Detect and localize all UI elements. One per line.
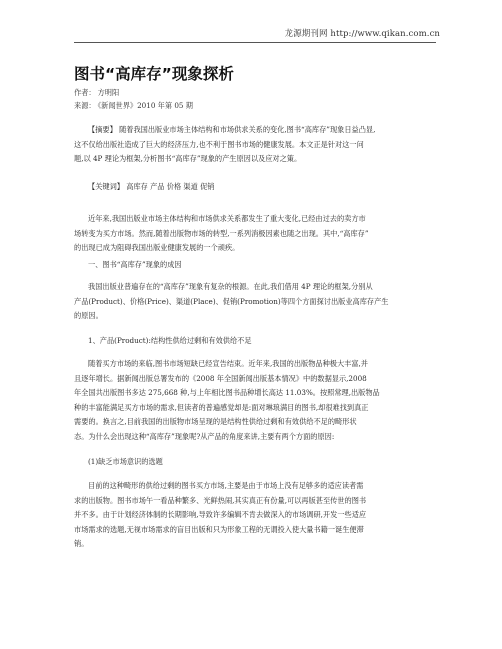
paragraph-line: 随着买方市场的来临,图书市场短缺已经宣告结束。近年来,我国的出版物品种极大丰富,并 (88, 359, 368, 368)
paragraph-line: 我国出版业普遍存在的“高库存”现象有复杂的根源。在此,我们借用 4P 理论的框架,分别从 (88, 282, 373, 291)
paragraph-line: 种的丰富能满足买方市场的需求,但读者的普遍感觉却是:面对琳琅满目的图书,却很难找到真正 (74, 402, 369, 412)
body-paragraph-topic (74, 479, 436, 552)
subsection-heading-text: 1、产品(Product):结构性供给过剩和有效供给不足 (88, 336, 252, 345)
abstract-line (74, 123, 436, 138)
keywords-label: 【关键词】 (88, 182, 124, 191)
body-paragraph-product (74, 357, 436, 445)
paragraph-line: 求的出版物。图书市场午一看品种繁多、光鲜热闹,其实真正有份量,可以再版甚至传世的图书 (74, 495, 367, 505)
abstract-line: 这不仅给出版社造成了巨大的经济压力,也不利于图书市场的健康发展。本文正是针对这一问 (74, 139, 364, 149)
abstract-text: 随着我国出版业市场主体结构和市场供求关系的变化,图书“高库存”现象日益凸显, (119, 125, 376, 134)
author-label: 作者： (74, 88, 96, 97)
abstract (74, 123, 436, 167)
paragraph-line: 近年来,我国出版业市场主体结构和市场供求关系都发生了重大变化,已经由过去的卖方市 (88, 214, 366, 223)
paragraph-line: 态。为什么会出现这种“高库存”现象呢?从产品的角度来讲,主要有两个方面的原因: (74, 431, 335, 441)
paragraph-line: 年全国共出版图书多达 275,668 种,与上年相比图书品种增长高达 11.03%。按照常理,出版物品 (74, 388, 380, 398)
source-label: 来源： (74, 101, 96, 110)
body-paragraph-intro (74, 212, 436, 256)
author-name: 方明阳 (97, 88, 120, 97)
subsection-heading-topic (74, 455, 436, 470)
source-line (74, 101, 193, 111)
section-heading-text: 一、图书“高库存”现象的成因 (88, 260, 182, 269)
author-line (74, 88, 119, 98)
keywords-text: 高库存 产品 价格 渠道 促销 (126, 182, 215, 191)
paragraph-line: 的原因。 (74, 311, 103, 321)
abstract-label: 【摘要】 (88, 125, 117, 134)
subsection-heading-product (74, 334, 436, 349)
abstract-line: 题,以 4P 理论为框架,分析图书“高库存”现象的产生原因以及应对之策。 (74, 154, 302, 164)
paragraph-line: 需要的。换言之,目前我国的出版物市场呈现的是结构性供给过剩和有效供给不足的畸形状 (74, 417, 357, 427)
keywords-line (74, 180, 436, 195)
paragraph-line: 目前的这种畸形的供给过剩的图书买方市场,主要是由于市场上没有足够多的适应读者需 (88, 481, 364, 490)
paragraph-line: 场转变为买方市场。然而,随着出版物市场的转型,一系列消极因素也随之出现。其中,“高库存” (74, 228, 369, 238)
paragraph-line: 的出现已成为阻碍我国出版业健康发展的一个顽疾。 (74, 243, 240, 253)
paragraph-line: 市场需求的选题,无视市场需求的盲目出版和只为形象工程的无谓投入使大量书籍一诞生便滞 (74, 524, 364, 534)
subsection-heading-text: (1)缺乏市场意识的选题 (88, 457, 163, 466)
paragraph-line: 且逐年增长。据新闻出版总署发布的《2008 年全国新闻出版基本情况》中的数据显示,2008 (74, 373, 367, 383)
source-name: 《新闻世界》2010 年第 05 期 (97, 101, 193, 110)
body-paragraph-causes (74, 280, 436, 324)
paragraph-line: 产品(Product)、价格(Price)、渠道(Place)、促销(Promotion)等四个方面探讨出版业高库存产生 (74, 296, 389, 306)
keywords (74, 180, 436, 195)
article-title: 图书“高库存”现象探析 (74, 65, 234, 83)
site-header[interactable]: 龙源期刊网 http://www.qikan.com.cn (284, 29, 440, 39)
header-divider (74, 42, 436, 43)
paragraph-line: 销。 (74, 539, 89, 549)
paragraph-line: 并不多。由于计划经济体制的长期影响,导致许多编辑不肯去做深入的市场调研,开发一些适应 (74, 510, 367, 520)
section-heading-1 (74, 258, 436, 273)
